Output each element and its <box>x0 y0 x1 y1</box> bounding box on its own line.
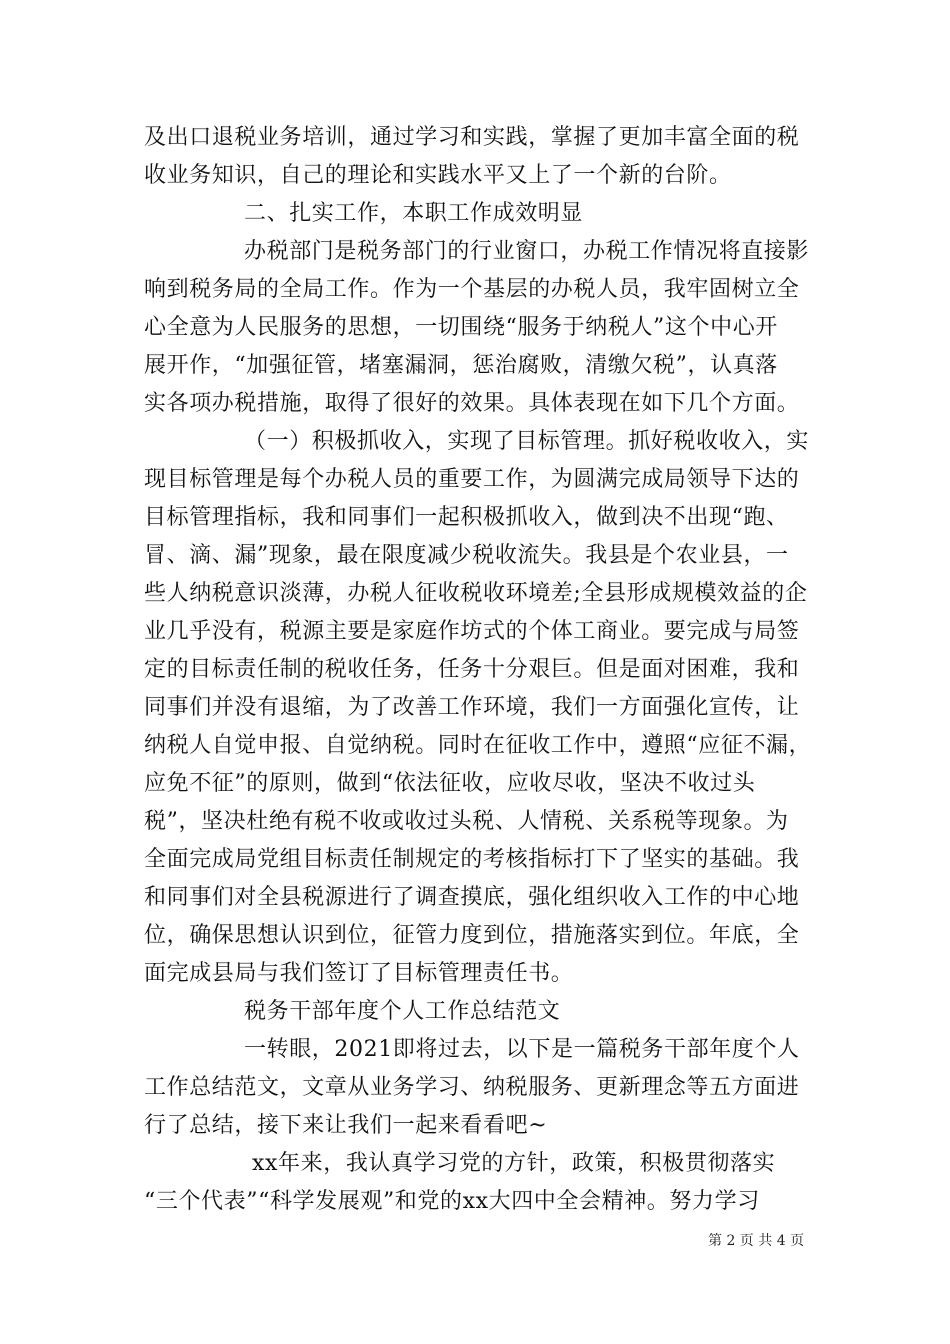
text-line: 位，确保思想认识到位，征管力度到位，措施落实到位。年底，全 <box>144 923 800 948</box>
text-line: 现目标管理是每个办税人员的重要工作，为圆满完成局领导下达的 <box>144 467 800 492</box>
text-line: 响到税务局的全局工作。作为一个基层的办税人员，我牢固树立全 <box>144 277 800 302</box>
text-line: “三个代表”“科学发展观”和党的xx大四中全会精神。努力学习 <box>144 1189 760 1214</box>
text-line: 冒、滴、漏”现象，最在限度减少税收流失。我县是个农业县，一 <box>144 543 789 568</box>
text-line: 办税部门是税务部门的行业窗口，办税工作情况将直接影 <box>244 239 810 264</box>
text-line: xx年来，我认真学习党的方针，政策，积极贯彻落实 <box>252 1151 776 1176</box>
text-line: 收业务知识，自己的理论和实践水平又上了一个新的台阶。 <box>144 163 732 188</box>
section-heading: 二、扎实工作，本职工作成效明显 <box>244 201 584 226</box>
text-line: 应免不征”的原则，做到“依法征收，应收尽收，坚决不收过头 <box>144 771 756 796</box>
text-line: 展开作，“加强征管，堵塞漏洞，惩治腐败，清缴欠税”，认真落 <box>144 353 778 378</box>
text-line: （一）积极抓收入，实现了目标管理。抓好税收收入，实 <box>244 429 810 454</box>
text-line: 同事们并没有退缩，为了改善工作环境，我们一方面强化宣传，让 <box>144 695 800 720</box>
text-line: 业几乎没有，税源主要是家庭作坊式的个体工商业。要完成与局签 <box>144 619 800 644</box>
text-line: 定的目标责任制的税收任务，任务十分艰巨。但是面对困难，我和 <box>144 657 800 682</box>
text-line: 税”，坚决杜绝有税不收或收过头税、人情税、关系税等现象。为 <box>144 809 789 834</box>
page-number: 第 2 页 共 4 页 <box>708 1233 805 1249</box>
text-line: 些人纳税意识淡薄，办税人征收税收环境差;全县形成规模效益的企 <box>144 581 808 606</box>
article-title: 税务干部年度个人工作总结范文 <box>244 999 561 1024</box>
text-line: 心全意为人民服务的思想，一切围绕“服务于纳税人”这个中心开 <box>144 315 778 340</box>
text-line: 纳税人自觉申报、自觉纳税。同时在征收工作中，遵照“应征不漏， <box>144 733 812 758</box>
text-line: 面完成县局与我们签订了目标管理责任书。 <box>144 961 574 986</box>
text-line: 全面完成局党组目标责任制规定的考核指标打下了坚实的基础。我 <box>144 847 800 872</box>
text-line: 实各项办税措施，取得了很好的效果。具体表现在如下几个方面。 <box>144 391 800 416</box>
text-line: 目标管理指标，我和同事们一起积极抓收入，做到决不出现“跑、 <box>144 505 789 530</box>
text-line: 一转眼，2021即将过去，以下是一篇税务干部年度个人 <box>244 1037 800 1062</box>
text-line: 及出口退税业务培训，通过学习和实践，掌握了更加丰富全面的税 <box>144 125 800 150</box>
text-line: 工作总结范文，文章从业务学习、纳税服务、更新理念等五方面进 <box>144 1075 800 1100</box>
text-line: 和同事们对全县税源进行了调查摸底，强化组织收入工作的中心地 <box>144 885 800 910</box>
text-line: 行了总结，接下来让我们一起来看看吧~ <box>144 1113 548 1138</box>
